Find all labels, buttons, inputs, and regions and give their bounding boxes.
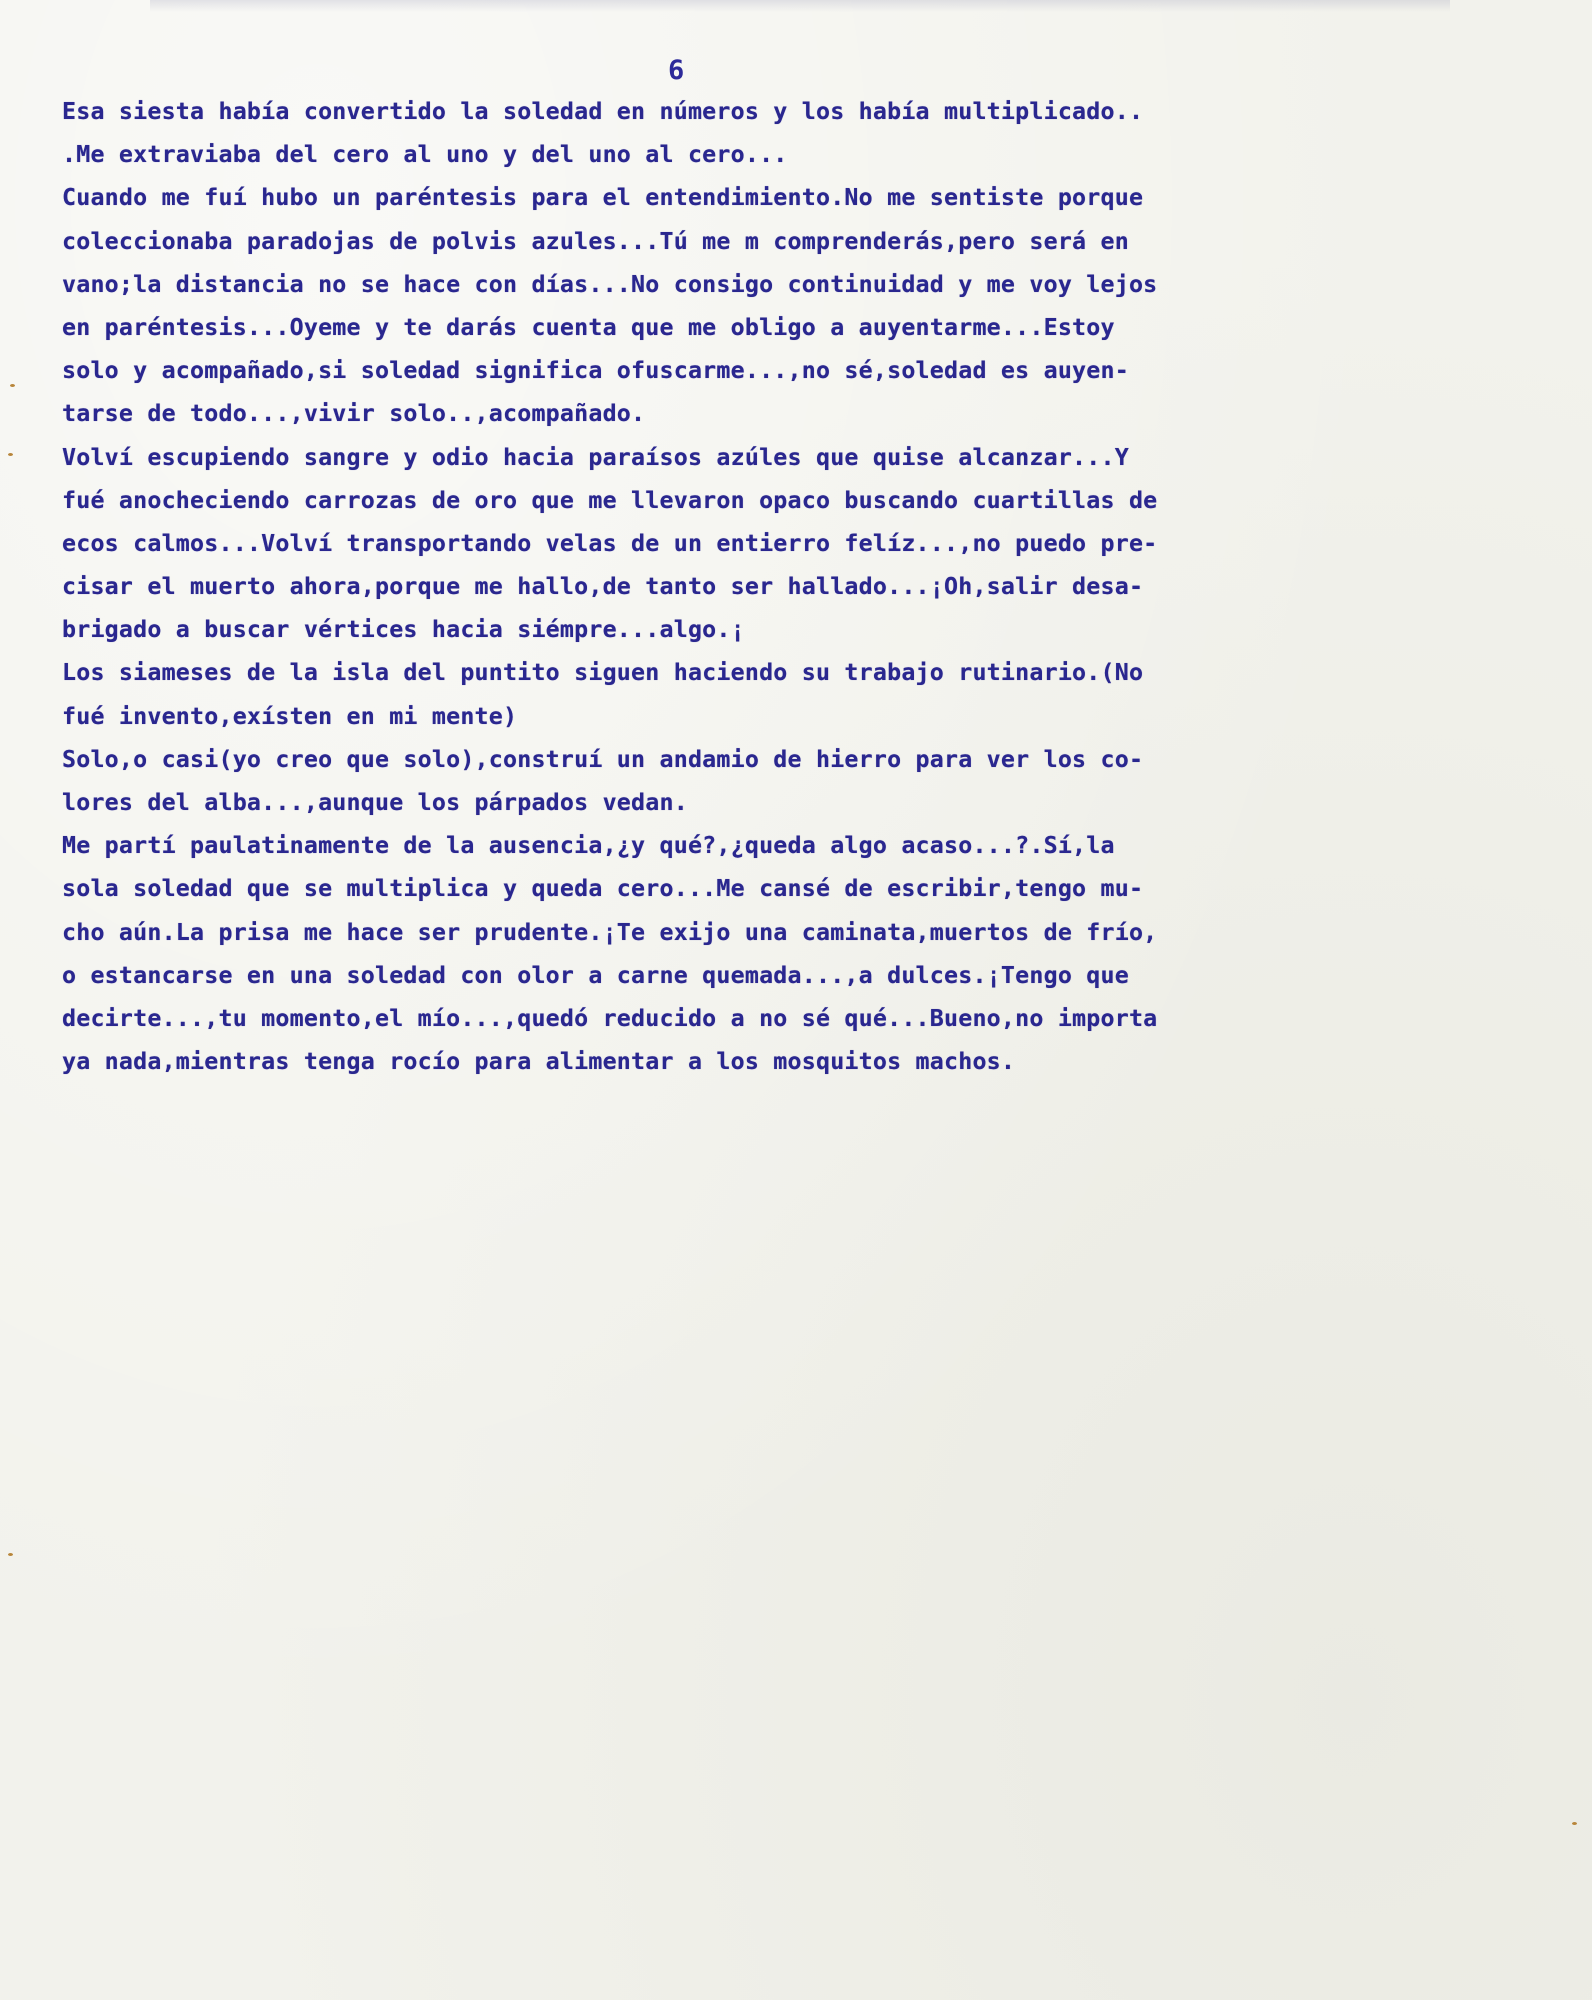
text-line: Los siameses de la isla del puntito siguen haciendo su trabajo rutinario.(No: [62, 659, 1144, 687]
text-line: lores del alba...,aunque los párpados vedan.: [62, 789, 688, 816]
text-line: fué invento,exísten en mi mente): [62, 702, 518, 730]
text-line: tarse de todo...,vivir solo..,acompañado.: [62, 400, 646, 428]
text-line: cisar el muerto ahora,porque me hallo,de tanto ser hallado...¡Oh,salir desa-: [62, 573, 1144, 601]
text-line: ecos calmos...Volví transportando velas de un entierro felíz...,no puedo pre-: [62, 529, 1158, 557]
text-line: brigado a buscar vértices hacia siémpre...algo.¡: [62, 616, 745, 644]
text-line: en paréntesis...Oyeme y te darás cuenta que me obligo a auyentarme...Estoy: [62, 313, 1115, 341]
text-line: Cuando me fuí hubo un paréntesis para el entendimiento.No me sentiste porque: [62, 184, 1144, 212]
text-line: fué anocheciendo carrozas de oro que me llevaron opaco buscando cuartillas de: [62, 486, 1158, 514]
text-line: decirte...,tu momento,el mío...,quedó reducido a no sé qué...Bueno,no importa: [62, 1004, 1158, 1032]
text-line: ya nada,mientras tenga rocío para alimentar a los mosquitos machos.: [62, 1048, 1016, 1076]
text-line: coleccionaba paradojas de polvis azules...Tú me m comprenderás,pero será en: [62, 227, 1129, 255]
text-line: cho aún.La prisa me hace ser prudente.¡Te exijo una caminata,muertos de frío,: [62, 918, 1158, 946]
text-line: Esa siesta había convertido la soledad en números y los había multiplicado..: [62, 98, 1144, 125]
edge-mark: [10, 384, 15, 387]
text-line: vano;la distancia no se hace con días...No consigo continuidad y me voy lejos: [62, 270, 1158, 298]
page-number: 6: [668, 55, 685, 86]
text-line: Solo,o casi(yo creo que solo),construí un andamio de hierro para ver los co-: [62, 745, 1144, 773]
edge-mark: [8, 1553, 13, 1556]
top-smudge: [150, 0, 1450, 12]
text-line: Me partí paulatinamente de la ausencia,¿y qué?,¿queda algo acaso...?.Sí,la: [62, 832, 1115, 860]
edge-mark: [1572, 1822, 1577, 1825]
text-line: Volví escupiendo sangre y odio hacia paraísos azúles que quise alcanzar...Y: [62, 443, 1129, 471]
text-line: solo y acompañado,si soledad significa ofuscarme...,no sé,soledad es auyen-: [62, 357, 1129, 385]
text-line: .Me extraviaba del cero al uno y del uno al cero...: [62, 141, 788, 169]
edge-mark: [8, 453, 13, 456]
text-line: sola soledad que se multiplica y queda cero...Me cansé de escribir,tengo mu-: [62, 875, 1144, 903]
typed-text-body: [62, 90, 1562, 1083]
text-line: o estancarse en una soledad con olor a carne quemada...,a dulces.¡Tengo que: [62, 961, 1129, 989]
